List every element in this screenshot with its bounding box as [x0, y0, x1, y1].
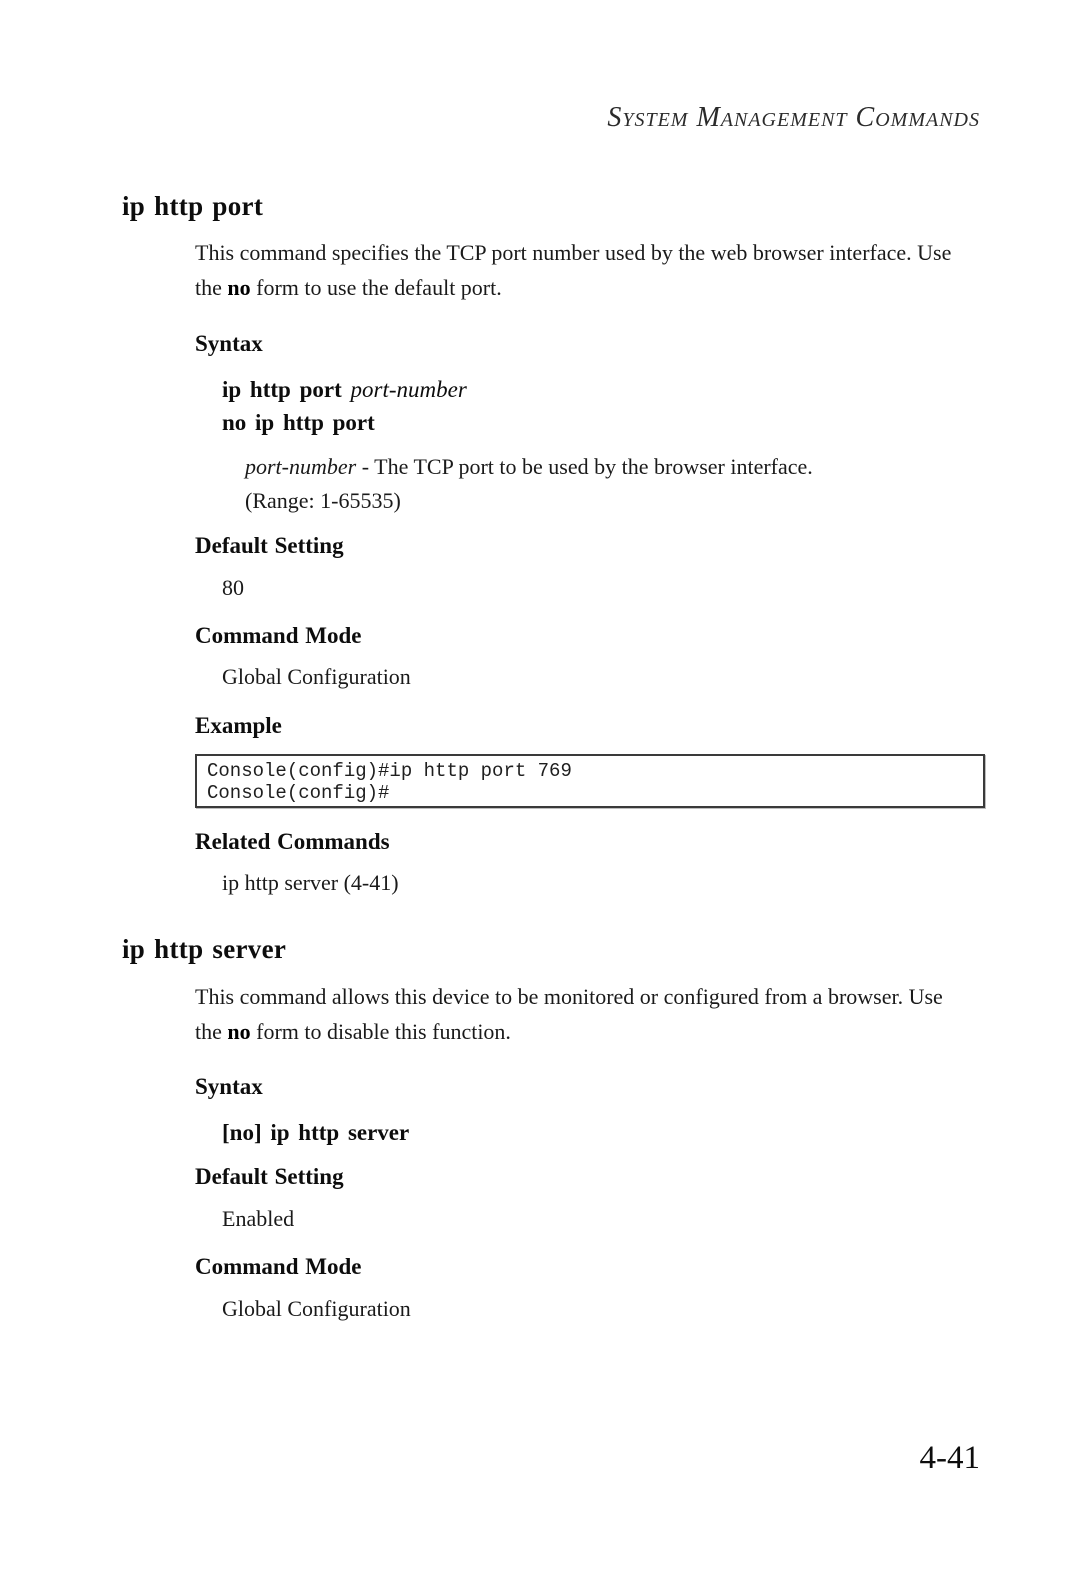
command-title-ip-http-port: ip http port — [122, 191, 264, 221]
syntax-line-1 — [222, 373, 467, 406]
default-setting-value: 80 — [222, 575, 244, 600]
command-description-2 — [195, 980, 967, 1049]
example-heading: Example — [195, 713, 282, 738]
running-header: System Management Commands — [607, 102, 980, 133]
parameter-description — [245, 450, 985, 518]
console-line-1: Console(config)#ip http port 769 — [207, 760, 572, 782]
command-mode-value-2: Global Configuration — [222, 1296, 411, 1321]
page-number: 4-41 — [919, 1440, 980, 1476]
description-text-after-2: form to disable this function. — [250, 1018, 511, 1044]
default-setting-heading-2: Default Setting — [195, 1164, 344, 1189]
command-mode-value: Global Configuration — [222, 664, 411, 689]
parameter-range: (Range: 1-65535) — [245, 488, 401, 513]
description-bold-keyword: no — [227, 274, 251, 300]
console-line-2: Console(config)# — [207, 782, 390, 804]
command-description — [195, 236, 967, 305]
command-mode-heading-2: Command Mode — [195, 1254, 362, 1279]
command-mode-heading: Command Mode — [195, 623, 362, 648]
parameter-name: port-number — [245, 454, 357, 479]
related-command-reference: ip http server (4-41) — [222, 870, 399, 895]
parameter-line-1 — [245, 450, 985, 484]
parameter-text: - The TCP port to be used by the browser interface. — [356, 454, 813, 479]
default-setting-heading: Default Setting — [195, 533, 344, 558]
syntax-line-2: no ip http port — [222, 410, 375, 435]
default-setting-value-2: Enabled — [222, 1206, 295, 1231]
syntax-line-server: [no] ip http server — [222, 1120, 410, 1145]
syntax-heading: Syntax — [195, 331, 263, 356]
description-text-after: form to use the default port. — [250, 274, 502, 300]
command-title-ip-http-server: ip http server — [122, 934, 287, 964]
syntax-heading-2: Syntax — [195, 1074, 263, 1099]
syntax-block — [222, 373, 467, 439]
related-commands-heading: Related Commands — [195, 829, 390, 854]
syntax-command-param: port-number — [350, 377, 467, 402]
description-text: This command specifies the TCP port number used by the web browser interface. Use the — [195, 240, 952, 300]
syntax-command-bold: ip http port — [222, 377, 351, 402]
description-bold-keyword-2: no — [227, 1018, 251, 1044]
console-example-box — [195, 754, 985, 808]
description-text-2: This command allows this device to be monitored or configured from a browser. Use the — [195, 984, 943, 1044]
